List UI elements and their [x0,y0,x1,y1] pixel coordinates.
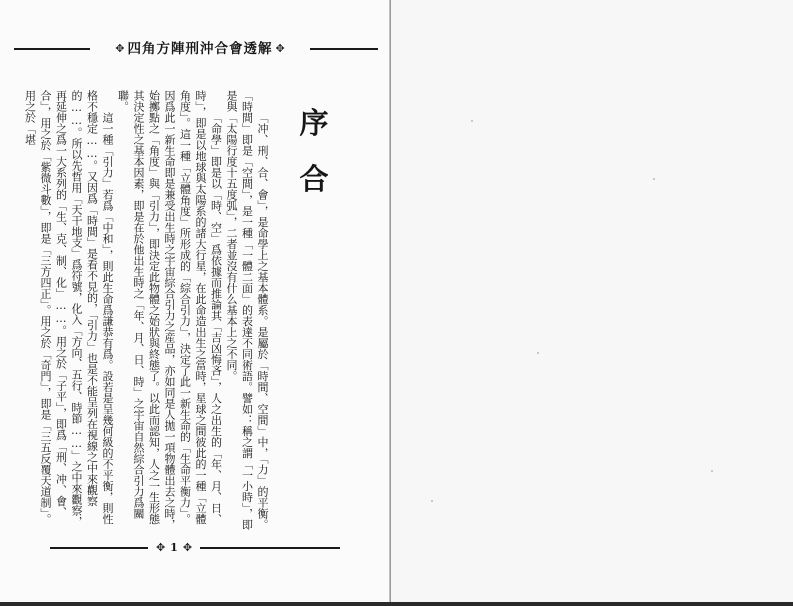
header-rule-right [310,48,378,50]
speck [537,352,539,354]
body-text [14,90,270,530]
left-page [0,0,390,606]
footer-ornament-left-icon: ✥ [155,541,166,554]
chapter-title-char-1: 序 [299,106,329,140]
right-page-blank [391,0,793,606]
header-ornament-right-icon: ✥ [275,42,285,55]
page-footer [50,540,340,556]
running-header [14,40,378,58]
speck [711,470,713,472]
paragraph-2: 「命學」即是以「時、空」爲依據而推論其「吉凶悔吝」，人之出生的「年、月、日、時」，即是以地球與太陽系的諸大行星，在此命造出生之當時，星球之間彼此的一種「立體角度」。這一種「立體角度」所形成的「綜合引力」，決定了此一新生命的「生命平衡力」。因爲此一新生命即是兼受出生時之宇宙綜合引力之産品，亦如同是人拋一項物體出去之時，始擲點之「角度」與「引力」，即決定此物體之始狀與終態了。以此而認知，人之一生形態其決定性之基本因素，即是在於他出生時之「年、月、日、時」之宇宙自然綜合引力爲關聯。 [116,90,223,530]
footer-ornament-right-icon: ✥ [182,541,193,554]
header-rule-left [14,48,90,50]
header-center [90,40,310,58]
page-number: 1 [170,541,178,554]
speck [471,120,473,122]
header-ornament-left-icon: ✥ [115,42,125,55]
paragraph-1: 「冲、刑、合、會」，是命學上之基本體系。是屬於「時間、空間」中，「力」的平衡。「時間」即是「空間」，是一種「一體二面」的表達不同術語。譬如：稱之謂「一小時」，即是與「太陽行度十五度弧」，二者並沒有什么基本上之不同。 [225,90,269,530]
footer-center [148,540,200,556]
chapter-title [292,106,336,196]
speck [431,500,433,502]
speck [653,178,655,180]
footer-rule-left [50,547,148,549]
bottom-edge [0,602,793,606]
book-title: 四角方陣刑沖合會透解 [127,41,273,57]
footer-rule-right [200,547,340,549]
chapter-title-char-2: 合 [299,162,329,196]
paragraph-3: 這一種「引力」若爲「中和」，則此生命爲謙恭有爲。設若是呈幾何級的不平衡，則性格不穩定……。又因爲「時間」是看不見的，「引力」也是不能呈列在視線之中來觀察的……。所以先哲用「天干地支」爲符號，化入「方向、五行、時節……」之中來觀察，再延伸之爲一大系列的「生、克、制、化」……。用之於「子平」，即爲「刑、冲、會、合」，用之於「紫微斗數」，即是「三方四正」。用之於「奇門」，即是「三五反覆天道制」。用之於「堪 [23,90,114,527]
